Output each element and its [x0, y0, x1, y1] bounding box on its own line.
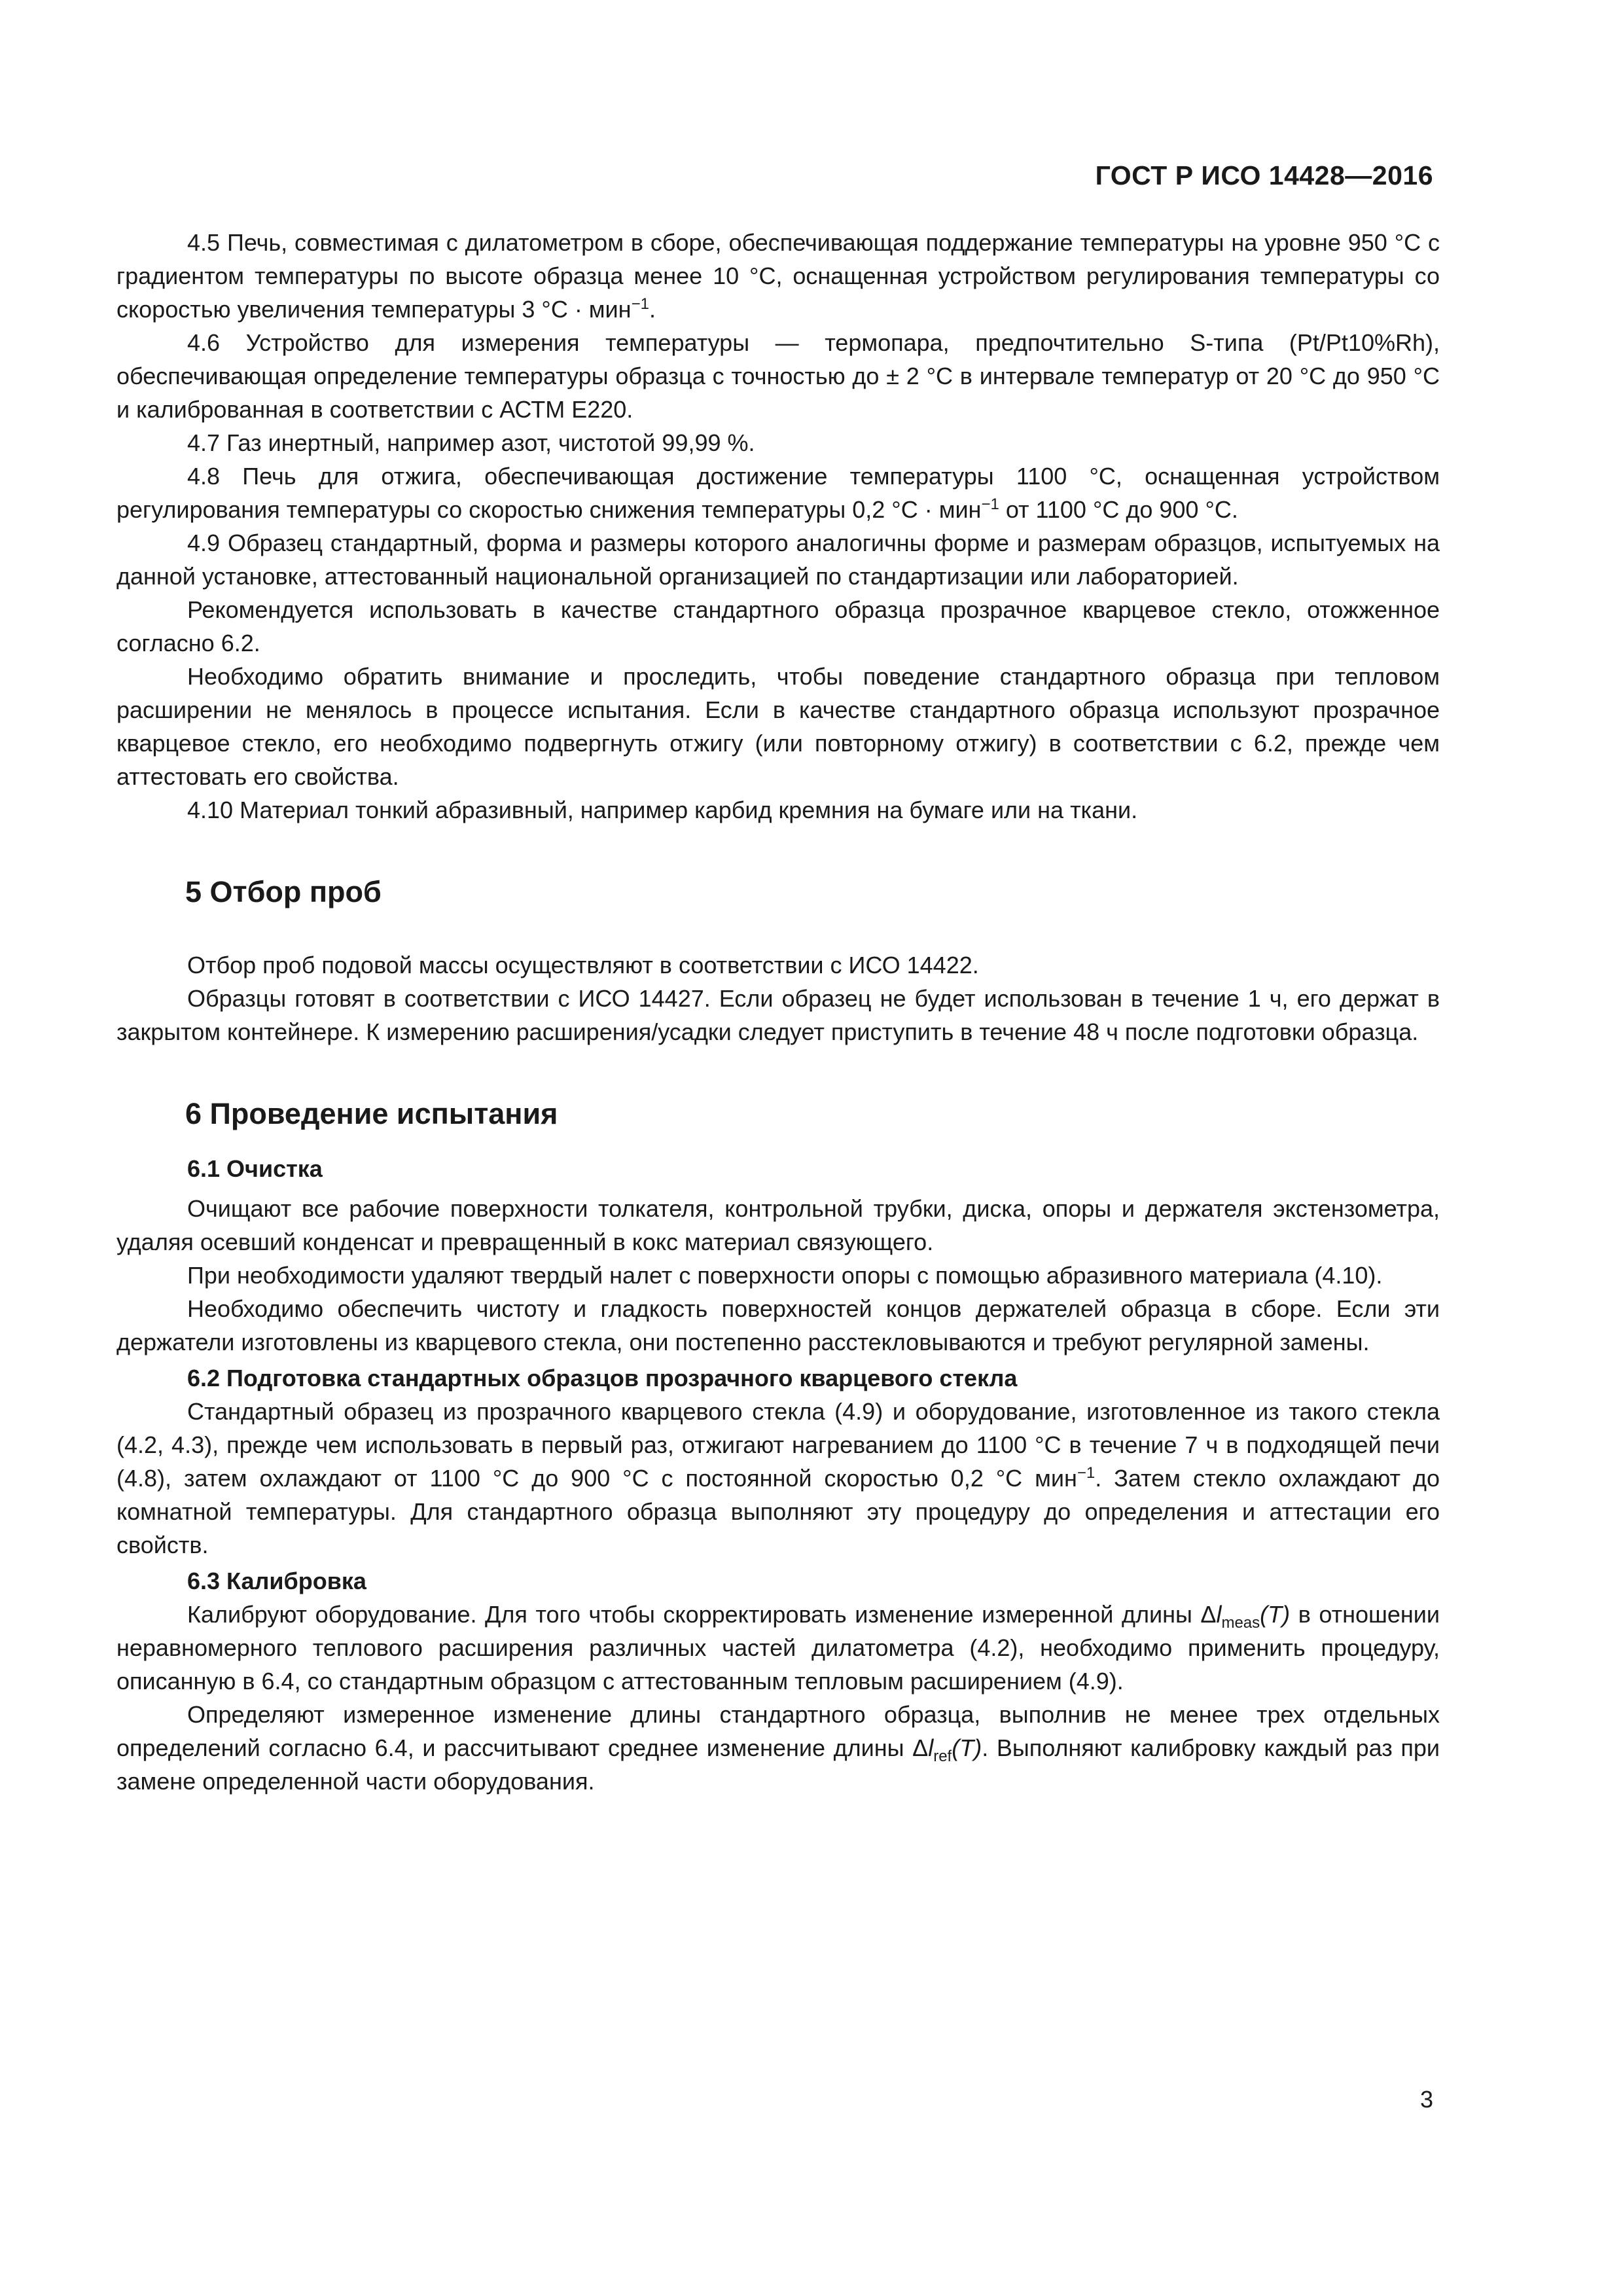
paragraph-6-3-2: Определяют измеренное изменение длины стандартного образца, выполнив не менее трех отдельных определений согласно 6.4, и рассчитывают среднее изменение длины $\Delta l_{ref}(T)$. Выполняют калибровку каждый раз при замене определенной части оборудования. [116, 1701, 1440, 1795]
paragraph-4-9: 4.9 Образец стандартный, форма и размеры которого аналогичны форме и размерам образцов, испытуемых на данной установке, аттестованный национальной организацией по стандартизации или лабораторией. [116, 529, 1440, 590]
paragraph-4-8: 4.8 Печь для отжига, обеспечивающая достижение температуры 1100 °С, оснащенная устройством регулирования температуры со скоростью снижения температуры 0,2 °С · мин$^{-1}$ от 1100 °С до 900 °С. [116, 463, 1440, 523]
paragraph-6-1-2: При необходимости удаляют твердый налет с поверхности опоры с помощью абразивного материала (4.10). [187, 1262, 1383, 1289]
section-6-heading: 6 Проведение испытания [185, 1097, 558, 1130]
paragraph-6-1-1: Очищают все рабочие поверхности толкателя, контрольной трубки, диска, опоры и держателя экстензометра, удаляя осевший конденсат и превращенный в кокс материал связующего. [116, 1195, 1440, 1255]
paragraph-4-6: 4.6 Устройство для измерения температуры — термопара, предпочтительно S-типа (Pt/Pt10%Rh), обеспечивающая определение температуры образца с точностью до ± 2 °С в интервале температур от 20 °С до 950 °С и калиброванная в соответствии с АСТМ Е220. [116, 329, 1440, 423]
section-6-3-heading: 6.3 Калибровка [187, 1568, 366, 1594]
paragraph-4-10: 4.10 Материал тонкий абразивный, например карбид кремния на бумаге или на ткани. [187, 797, 1138, 823]
paragraph-4-9-recommendation: Рекомендуется использовать в качестве стандартного образца прозрачное кварцевое стекло, отожженное согласно 6.2. [116, 596, 1440, 656]
document-body [116, 226, 1440, 1798]
paragraph-4-5: 4.5 Печь, совместимая с дилатометром в сборе, обеспечивающая поддержание температуры на уровне 950 °С с градиентом температуры по высоте образца менее 10 °С, оснащенная устройством регулирования температуры со скоростью увеличения температуры 3 °С · мин$^{-1}$. [116, 229, 1440, 323]
document-code: ГОСТ Р ИСО 14428—2016 [1095, 160, 1433, 190]
paragraph-5-1: Отбор проб подовой массы осуществляют в соответствии с ИСО 14422. [187, 952, 979, 978]
paragraph-6-1-3: Необходимо обеспечить чистоту и гладкость поверхностей концов держателей образца в сборе. Если эти держатели изготовлены из кварцевого стекла, они постепенно расстекловываются и требуют регулярной замены. [116, 1295, 1440, 1355]
section-6-1-heading: 6.1 Очистка [187, 1155, 323, 1182]
paragraph-4-9-note: Необходимо обратить внимание и проследить, чтобы поведение стандартного образца при тепловом расширении не менялось в процессе испытания. Если в качестве стандартного образца используют прозрачное кварцевое стекло, его необходимо подвергнуть отжигу (или повторному отжигу) в соответствии с 6.2, прежде чем аттестовать его свойства. [116, 663, 1440, 790]
section-6-2-heading: 6.2 Подготовка стандартных образцов прозрачного кварцевого стекла [187, 1365, 1018, 1391]
paragraph-6-2-1: Стандартный образец из прозрачного кварцевого стекла (4.9) и оборудование, изготовленное из такого стекла (4.2, 4.3), прежде чем использовать в первый раз, отжигают нагреванием до 1100 °С в течение 7 ч в подходящей печи (4.8), затем охлаждают от 1100 °С до 900 °С с постоянной скоростью 0,2 °С мин$^{-1}$. Затем стекло охлаждают до комнатной температуры. Для стандартного образца выполняют эту процедуру до определения и аттестации его свойств. [116, 1398, 1440, 1558]
paragraph-5-2: Образцы готовят в соответствии с ИСО 14427. Если образец не будет использован в течение 1 ч, его держат в закрытом контейнере. К измерению расширения/усадки следует приступить в течение 48 ч после подготовки образца. [116, 985, 1440, 1045]
section-5-heading: 5 Отбор проб [185, 875, 382, 908]
page-number: 3 [1419, 2086, 1433, 2113]
paragraph-4-7: 4.7 Газ инертный, например азот, чистотой 99,99 %. [187, 429, 755, 456]
paragraph-6-3-1: Калибруют оборудование. Для того чтобы скорректировать изменение измеренной длины $\Delta l_{meas}(T)$ в отношении неравномерного теплового расширения различных частей дилатометра (4.2), необходимо применить процедуру, описанную в 6.4, со стандартным образцом с аттестованным тепловым расширением (4.9). [116, 1601, 1440, 1695]
